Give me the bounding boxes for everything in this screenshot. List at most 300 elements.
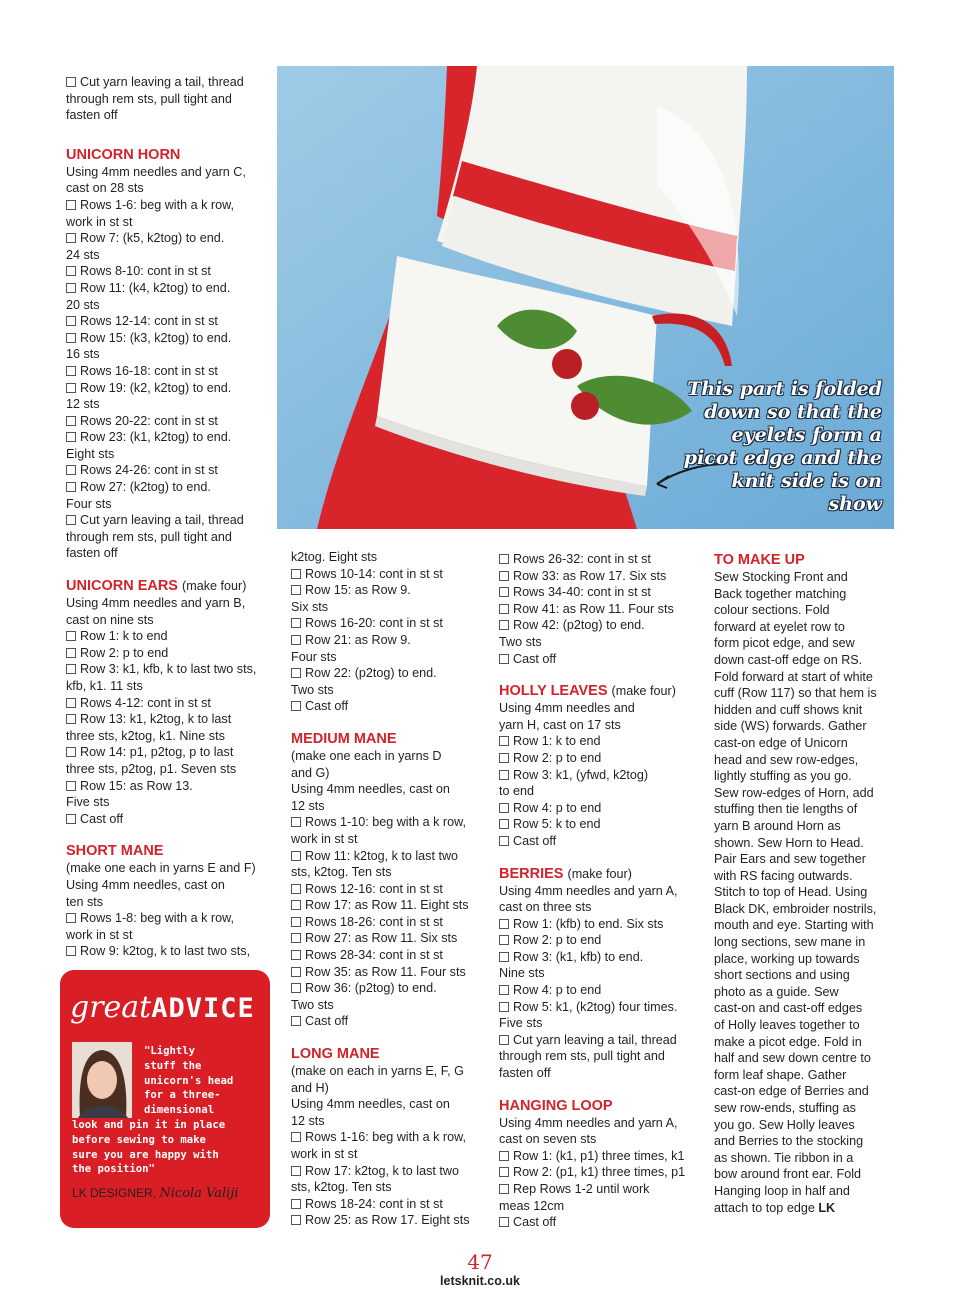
instruction-line — [499, 833, 699, 850]
instruction-text: Rows 12-16: cont in st st — [305, 881, 443, 896]
instruction-text: Rows 10-14: cont in st st — [305, 566, 443, 581]
instruction-text: head and sew row-edges, — [714, 752, 859, 767]
column-1 — [66, 74, 266, 960]
instruction-text: Row 3: k1, kfb, k to last two sts, — [80, 662, 257, 677]
section-heading: HANGING LOOP — [499, 1097, 613, 1114]
instruction-text: form picot edge, and sew — [714, 636, 855, 651]
instruction-line — [291, 566, 491, 583]
instruction-line — [291, 765, 491, 782]
instruction-text: hidden and cuff shows knit — [714, 702, 863, 717]
stocking-photo — [277, 66, 894, 529]
instruction-line — [714, 702, 914, 719]
checkbox-icon[interactable] — [499, 985, 509, 995]
instruction-text: and Berries to the stocking — [714, 1134, 864, 1149]
checkbox-icon[interactable] — [66, 416, 76, 426]
section-heading — [66, 578, 266, 595]
instruction-line — [66, 894, 266, 911]
long-mane-section — [291, 1046, 491, 1229]
checkbox-icon[interactable] — [66, 946, 76, 956]
make-up-instructions — [714, 569, 914, 1216]
checkbox-icon[interactable] — [499, 819, 509, 829]
instruction-line — [499, 800, 699, 817]
instruction-line — [499, 601, 699, 618]
instruction-line — [66, 380, 266, 397]
instruction-line — [291, 980, 491, 997]
instruction-line — [499, 651, 699, 668]
instruction-text: Six sts — [291, 599, 329, 614]
instruction-text: Using 4mm needles and — [499, 701, 635, 716]
checkbox-icon[interactable] — [291, 635, 301, 645]
section-note: (make four) — [611, 684, 676, 699]
instruction-line — [714, 901, 914, 918]
instruction-text: Fold forward at start of white — [714, 669, 873, 684]
instruction-text: Rows 4-12: cont in st st — [80, 695, 211, 710]
instruction-text: 12 sts — [66, 397, 100, 412]
checkbox-icon[interactable] — [291, 950, 301, 960]
instruction-text: k2tog. Eight sts — [291, 550, 378, 564]
instruction-text: bow around front ear. Fold — [714, 1167, 862, 1182]
unicorn-ears-instructions — [66, 595, 266, 827]
unicorn-horn-section — [66, 147, 266, 562]
instruction-line — [66, 263, 266, 280]
instruction-line — [499, 1214, 699, 1231]
instruction-text: Row 1: (k1, p1) three times, k1 — [513, 1148, 685, 1163]
short-mane-continued — [291, 549, 491, 715]
checkbox-icon[interactable] — [499, 1035, 509, 1045]
section-heading: LONG MANE — [291, 1046, 380, 1063]
instruction-line — [66, 413, 266, 430]
instruction-line — [499, 1015, 699, 1032]
instruction-text: lightly stuffing as you go. — [714, 769, 852, 784]
instruction-text: make a picot edge. Fold in — [714, 1034, 862, 1049]
quote-line: the position" — [72, 1163, 155, 1176]
checkbox-icon[interactable] — [66, 316, 76, 326]
instruction-line — [291, 582, 491, 599]
instruction-text: yarn H, cast on 17 sts — [499, 717, 621, 732]
instruction-line — [714, 569, 914, 586]
checkbox-icon[interactable] — [66, 714, 76, 724]
instruction-text: Five sts — [66, 795, 110, 810]
instruction-text: Cast off — [513, 651, 557, 666]
instruction-line — [66, 91, 266, 108]
checkbox-icon[interactable] — [291, 701, 301, 711]
checkbox-icon[interactable] — [291, 917, 301, 927]
instruction-line — [714, 951, 914, 968]
checkbox-icon[interactable] — [291, 983, 301, 993]
instruction-line — [714, 835, 914, 852]
instruction-line — [714, 669, 914, 686]
designer-label: LK DESIGNER, — [72, 1186, 157, 1200]
instruction-line — [66, 446, 266, 463]
checkbox-icon[interactable] — [499, 836, 509, 846]
instruction-text: long sections, sew mane in — [714, 935, 866, 950]
instruction-text: cast-on edge of Berries and — [714, 1084, 869, 1099]
instruction-text: fasten off — [499, 1066, 551, 1081]
instruction-line — [291, 997, 491, 1014]
instruction-text: Rows 34-40: cont in st st — [513, 585, 651, 600]
instruction-line — [291, 930, 491, 947]
section-heading: SHORT MANE — [66, 843, 164, 860]
checkbox-icon[interactable] — [66, 781, 76, 791]
instruction-line — [291, 698, 491, 715]
checkbox-icon[interactable] — [291, 967, 301, 977]
checkbox-icon[interactable] — [499, 1167, 509, 1177]
instruction-line — [291, 831, 491, 848]
instruction-text: Rows 1-16: beg with a k row, — [305, 1130, 466, 1145]
checkbox-icon[interactable] — [66, 664, 76, 674]
instruction-line — [714, 1150, 914, 1167]
holly-leaves-instructions — [499, 700, 699, 849]
checkbox-icon[interactable] — [499, 620, 509, 630]
checkbox-icon[interactable] — [291, 817, 301, 827]
great-advice-box — [60, 970, 270, 1228]
checkbox-icon[interactable] — [291, 933, 301, 943]
instruction-text: Using 4mm needles and yarn A, — [499, 1115, 678, 1130]
instruction-text: as shown. Tie ribbon in a — [714, 1150, 854, 1165]
instruction-text: Nine sts — [499, 966, 545, 981]
instruction-line — [499, 717, 699, 734]
instruction-text: Stitch to top of Head. Using — [714, 885, 868, 900]
instruction-text: cuff (Row 117) so that hem is — [714, 686, 877, 701]
instruction-text: Four sts — [66, 496, 112, 511]
section-title: BERRIES — [499, 865, 564, 882]
instruction-line — [714, 1133, 914, 1150]
instruction-text: 24 sts — [66, 247, 100, 262]
checkbox-icon[interactable] — [499, 770, 509, 780]
instruction-line — [66, 164, 266, 181]
checkbox-icon[interactable] — [291, 884, 301, 894]
advice-word: ADVICE — [151, 993, 255, 1024]
instruction-line — [291, 1179, 491, 1196]
instruction-text: Row 1: k to end — [513, 734, 601, 749]
instruction-text: Row 2: (p1, k1) three times, p1 — [513, 1165, 686, 1180]
instruction-line — [714, 1067, 914, 1084]
instruction-text: Cast off — [305, 699, 349, 714]
instruction-line — [66, 645, 266, 662]
checkbox-icon[interactable] — [499, 654, 509, 664]
checkbox-icon[interactable] — [291, 1016, 301, 1026]
instruction-text: Two sts — [291, 682, 334, 697]
checkbox-icon[interactable] — [66, 631, 76, 641]
checkbox-icon[interactable] — [291, 569, 301, 579]
instruction-line — [291, 1113, 491, 1130]
checkbox-icon[interactable] — [291, 1166, 301, 1176]
checkbox-icon[interactable] — [66, 200, 76, 210]
instruction-line — [714, 1100, 914, 1117]
instruction-line — [66, 363, 266, 380]
instruction-text: Row 2: p to end — [80, 645, 169, 660]
section-heading: TO MAKE UP — [714, 552, 805, 568]
checkbox-icon[interactable] — [291, 618, 301, 628]
checkbox-icon[interactable] — [66, 698, 76, 708]
instruction-text: Rows 1-10: beg with a k row, — [305, 815, 466, 830]
instruction-text: Rows 1-8: beg with a k row, — [80, 911, 234, 926]
instruction-text: attach to top edge — [714, 1200, 815, 1215]
checkbox-icon[interactable] — [66, 333, 76, 343]
instruction-text: Rows 18-24: cont in st st — [305, 1196, 443, 1211]
instruction-line — [66, 496, 266, 513]
instruction-line — [714, 984, 914, 1001]
checkbox-icon[interactable] — [66, 482, 76, 492]
instruction-line — [499, 816, 699, 833]
section-heading: UNICORN HORN — [66, 146, 181, 163]
instruction-line — [291, 1212, 491, 1229]
instruction-text: Row 2: p to end — [513, 933, 602, 948]
short-mane-instructions — [66, 860, 266, 960]
instruction-text: Row 7: (k5, k2tog) to end. — [80, 231, 225, 246]
instruction-text: Row 15: as Row 13. — [80, 778, 193, 793]
instruction-line — [66, 346, 266, 363]
checkbox-icon[interactable] — [291, 1215, 301, 1225]
instruction-line — [291, 864, 491, 881]
instruction-text: sew row-ends, stuffing as — [714, 1101, 856, 1115]
checkbox-icon[interactable] — [291, 668, 301, 678]
instruction-line — [291, 599, 491, 616]
checkbox-icon[interactable] — [66, 648, 76, 658]
column-3 — [499, 551, 699, 1231]
instruction-text: Rows 8-10: cont in st st — [80, 264, 211, 279]
quote-line: for a three- — [144, 1089, 221, 1102]
instruction-line — [714, 1034, 914, 1051]
instruction-text: (make on each in yarns E, F, G — [291, 1064, 464, 1079]
instruction-text: Cut yarn leaving a tail, thread — [80, 75, 244, 89]
checkbox-icon[interactable] — [291, 1199, 301, 1209]
holly-leaves-section — [499, 683, 699, 849]
instruction-text: Two sts — [499, 634, 542, 649]
quote-line: before sewing to make — [72, 1133, 206, 1146]
instruction-text: Rows 16-18: cont in st st — [80, 363, 218, 378]
instruction-line — [499, 916, 699, 933]
instruction-text: Row 13: k1, k2tog, k to last — [80, 712, 232, 727]
instruction-line — [714, 967, 914, 984]
intro-instructions — [66, 74, 266, 124]
instruction-text: Row 11: k2tog, k to last two — [305, 848, 459, 863]
instruction-line — [499, 584, 699, 601]
instruction-line — [66, 462, 266, 479]
checkbox-icon[interactable] — [499, 1151, 509, 1161]
instruction-line — [66, 943, 266, 960]
instruction-text: three sts, k2tog, k1. Nine sts — [66, 728, 225, 743]
instruction-text: (make one each in yarns D — [291, 748, 442, 763]
instruction-text: Two sts — [291, 997, 334, 1012]
instruction-text: Using 4mm needles, cast on — [291, 782, 450, 797]
instruction-text: yarn B around Horn as — [714, 818, 841, 833]
instruction-line — [499, 982, 699, 999]
instruction-line — [714, 1117, 914, 1134]
instruction-text: Row 5: k1, (k2tog) four times. — [513, 999, 678, 1014]
page-number: 47 — [467, 1250, 493, 1274]
checkbox-icon[interactable] — [66, 383, 76, 393]
instruction-text: Using 4mm needles and yarn A, — [499, 883, 678, 898]
instruction-text: mouth and eye. Starting with — [714, 918, 874, 933]
quote-line: sure you are happy with — [72, 1148, 219, 1161]
instruction-line — [714, 1200, 914, 1217]
checkbox-icon[interactable] — [66, 432, 76, 442]
instruction-text: Cast off — [513, 1215, 557, 1230]
checkbox-icon[interactable] — [66, 283, 76, 293]
instruction-line — [714, 1166, 914, 1183]
instruction-text: cast-on and cast-off edges — [714, 1001, 863, 1016]
short-mane-section — [66, 843, 266, 960]
instruction-line — [499, 949, 699, 966]
advice-quote-top — [72, 1044, 262, 1118]
instruction-line — [714, 934, 914, 951]
checkbox-icon[interactable] — [66, 366, 76, 376]
instruction-text: Back together matching — [714, 586, 847, 601]
instruction-line — [499, 883, 699, 900]
instruction-line — [66, 74, 266, 91]
instruction-line — [66, 313, 266, 330]
instruction-line — [66, 330, 266, 347]
instruction-text: fasten off — [66, 546, 118, 561]
instruction-text: work in st st — [291, 831, 358, 846]
checkbox-icon[interactable] — [499, 803, 509, 813]
instruction-line — [714, 1017, 914, 1034]
checkbox-icon[interactable] — [499, 554, 509, 564]
instruction-text: Row 33: as Row 17. Six sts — [513, 568, 667, 583]
berries-instructions — [499, 883, 699, 1082]
checkbox-icon[interactable] — [66, 266, 76, 276]
checkbox-icon[interactable] — [291, 851, 301, 861]
instruction-line — [66, 230, 266, 247]
photo-caption: This part is folded down so that the eyelets form a picot edge and the knit side is on show — [683, 378, 882, 515]
instruction-line — [66, 529, 266, 546]
column-4 — [714, 552, 914, 1216]
checkbox-icon[interactable] — [499, 1217, 509, 1227]
checkbox-icon[interactable] — [499, 1184, 509, 1194]
instruction-text: work in st st — [66, 214, 133, 229]
instruction-line — [714, 652, 914, 669]
instruction-line — [714, 1000, 914, 1017]
instruction-text: Row 36: (p2tog) to end. — [305, 981, 437, 996]
instruction-line — [714, 818, 914, 835]
instruction-text: forward at eyelet row to — [714, 619, 845, 634]
instruction-text: Row 3: k1, (yfwd, k2tog) — [513, 767, 649, 782]
instruction-text: cast-on edge of Unicorn — [714, 735, 848, 750]
instruction-text: Row 19: (k2, k2tog) to end. — [80, 380, 232, 395]
checkbox-icon[interactable] — [66, 814, 76, 824]
checkbox-icon[interactable] — [499, 952, 509, 962]
instruction-line — [66, 214, 266, 231]
checkbox-icon[interactable] — [499, 587, 509, 597]
instruction-line — [66, 180, 266, 197]
quote-line: dimensional — [144, 1104, 215, 1117]
section-title: HOLLY LEAVES — [499, 683, 608, 700]
instruction-line — [291, 549, 491, 566]
instruction-text: Using 4mm needles, cast on — [66, 877, 225, 892]
instruction-text: Row 3: (k1, kfb) to end. — [513, 949, 644, 964]
section-title: UNICORN EARS — [66, 578, 178, 595]
instruction-text: short sections and using — [714, 968, 850, 983]
instruction-text: three sts, p2tog, p1. Seven sts — [66, 761, 237, 776]
instruction-text: place, working up towards — [714, 951, 860, 966]
advice-great: great — [70, 990, 152, 1025]
instruction-text: shown. Sew Horn to Head. — [714, 835, 864, 850]
instruction-line — [291, 748, 491, 765]
instruction-line — [499, 1198, 699, 1215]
instruction-text: form leaf shape. Gather — [714, 1067, 847, 1082]
instruction-line — [499, 999, 699, 1016]
instruction-line — [291, 814, 491, 831]
checkbox-icon[interactable] — [291, 1132, 301, 1142]
instruction-text: Row 14: p1, p2tog, p to last — [80, 745, 234, 760]
instruction-line — [291, 1129, 491, 1146]
instruction-text: 12 sts — [291, 1113, 325, 1128]
checkbox-icon[interactable] — [499, 736, 509, 746]
instruction-line — [499, 733, 699, 750]
checkbox-icon[interactable] — [66, 465, 76, 475]
instruction-text: Row 42: (p2tog) to end. — [513, 618, 645, 633]
section-heading — [499, 866, 699, 883]
designer-credit — [72, 1186, 239, 1201]
instruction-line — [499, 932, 699, 949]
checkbox-icon[interactable] — [66, 515, 76, 525]
instruction-line — [499, 1115, 699, 1132]
checkbox-icon[interactable] — [66, 77, 76, 87]
checkbox-icon[interactable] — [66, 233, 76, 243]
instruction-line — [66, 910, 266, 927]
instruction-line — [714, 851, 914, 868]
instruction-line — [66, 429, 266, 446]
instruction-text: cast on nine sts — [66, 612, 154, 627]
instruction-line — [714, 586, 914, 603]
instruction-text: down cast-off edge on RS. — [714, 652, 863, 667]
instruction-text: you go. Sew Holly leaves — [714, 1117, 855, 1132]
checkbox-icon[interactable] — [66, 747, 76, 757]
advice-title — [70, 990, 255, 1025]
instruction-text: Using 4mm needles and yarn B, — [66, 596, 246, 611]
instruction-text: Row 11: (k4, k2tog) to end. — [80, 280, 231, 295]
instruction-line — [291, 798, 491, 815]
instruction-text: Row 15: as Row 9. — [305, 583, 411, 598]
checkbox-icon[interactable] — [499, 1002, 509, 1012]
instruction-line — [66, 280, 266, 297]
instruction-line — [66, 197, 266, 214]
instruction-text: Row 21: as Row 9. — [305, 632, 411, 647]
site-url: letsknit.co.uk — [440, 1274, 520, 1288]
instruction-text: Five sts — [499, 1016, 543, 1031]
instruction-text: Four sts — [291, 649, 337, 664]
instruction-text: Rows 24-26: cont in st st — [80, 463, 218, 478]
instruction-line — [499, 767, 699, 784]
checkbox-icon[interactable] — [66, 913, 76, 923]
instruction-text: ten sts — [66, 894, 104, 909]
checkbox-icon[interactable] — [499, 571, 509, 581]
instruction-line — [499, 617, 699, 634]
instruction-text: Row 25: as Row 17. Eight sts — [305, 1213, 470, 1228]
checkbox-icon[interactable] — [291, 585, 301, 595]
instruction-text: and G) — [291, 765, 330, 780]
instruction-line — [499, 700, 699, 717]
instruction-line — [66, 247, 266, 264]
checkbox-icon[interactable] — [499, 604, 509, 614]
checkbox-icon[interactable] — [499, 935, 509, 945]
instruction-text: Rows 16-20: cont in st st — [305, 616, 443, 631]
instruction-line — [291, 897, 491, 914]
instruction-line — [66, 661, 266, 678]
designer-name: Nicola Valiji — [159, 1186, 239, 1201]
instruction-line — [291, 914, 491, 931]
instruction-line — [714, 752, 914, 769]
instruction-text: Row 15: (k3, k2tog) to end. — [80, 330, 232, 345]
checkbox-icon[interactable] — [499, 753, 509, 763]
instruction-text: stuffing then tie lengths of — [714, 802, 858, 817]
checkbox-icon[interactable] — [499, 919, 509, 929]
instruction-text: through rem sts, pull tight and — [66, 529, 232, 544]
long-mane-instructions — [291, 1063, 491, 1229]
checkbox-icon[interactable] — [291, 900, 301, 910]
instruction-line — [499, 1164, 699, 1181]
